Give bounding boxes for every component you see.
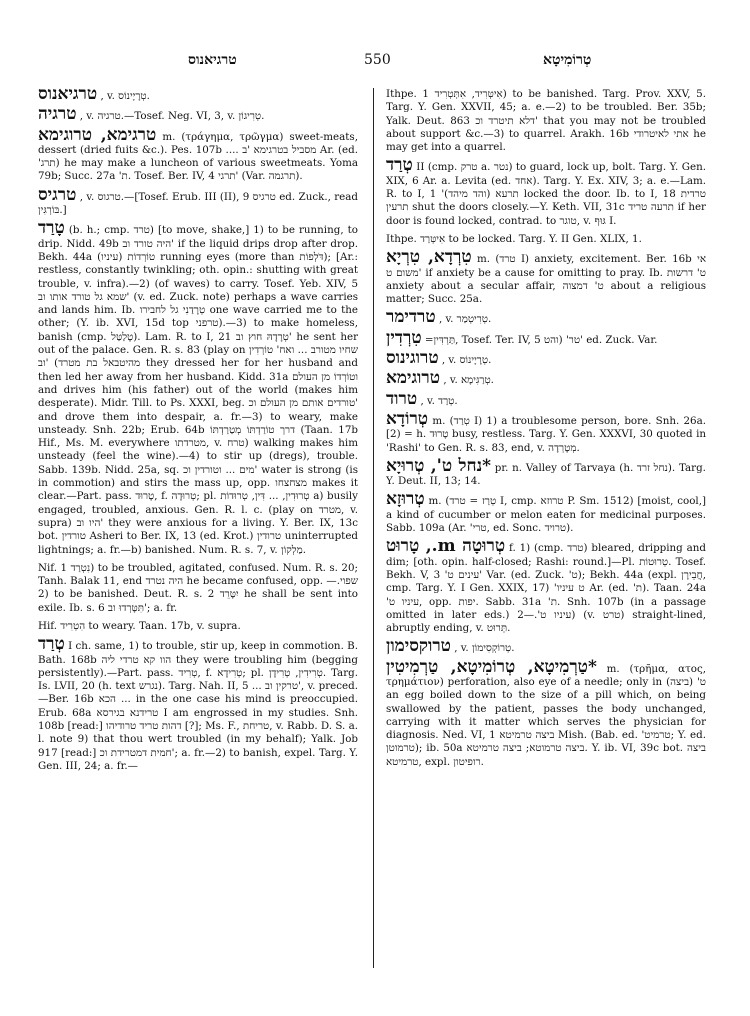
entry-text: , v. טרגיה.—Tosef. Neg. VI, 3, v. טְרִיגוֹן. bbox=[79, 110, 265, 123]
entry-text: Nif. נִטְרַד 1) to be troubled, agitated, confused. Num. R. s. 20; Tanh. Balak 11, end היה נטרד he became confused, opp. שפוי.—2) to be banished. Deut. R. s. 2 יִטָּרֵד he shall be sent into exile. Ib. s. 6 תִּטָּרְדוּ וב'; a. fr. bbox=[38, 561, 358, 614]
dictionary-entry bbox=[386, 348, 706, 369]
entry-headword: טרוגינוס bbox=[386, 348, 439, 369]
entry-headword: טרוקסימון bbox=[386, 636, 451, 657]
entry-text: , v. טְרוֹקְסִימוֹן. bbox=[454, 642, 515, 655]
entry-headword: טְרוּטָה m., טָרוּט bbox=[386, 536, 506, 557]
entry-text: I ch. same, 1) to trouble, stir up, keep in commotion. B. Bath. 168b הוו קא טרדי ליה they were troubling him (begging persistently).—Part. pass. טְרִיד, f. טְרִידָא; pl. טְרִידִין, טְרִידָן. Targ. Is. LVII, 20 (h. text נגרש). Targ. Nah. II, 5 ... טרקין וב', v. preced.—Ber. 16b הכא ... in the one case his mind is preoccupied. Erub. 68a טרידנא בגירסא I am engrossed in my studies. Snh. 108b [read:] דהות טריד טרודיהו [?]; Ms. F., טריחת, v. Rabb. D. S. a. l. note 9) that thou wert troubled (in my behalf); Yalk. Job 917 [read:] חמית דמטרידת וכ'; a. fr.—2) to banish, expel. Targ. Y. Gen. III, 24; a. fr.— bbox=[38, 640, 358, 772]
entry-text: m. (טְרַד I) 1) a troublesome person, bore. Snh. 26a. [2) = h. טָרוּד busy, restless. Targ. Y. Gen. XXXVI, 30 quoted in 'Rashi' to Gen. R. s. 83, end, v. מְטָרְדָה. bbox=[386, 414, 706, 454]
dictionary-entry bbox=[38, 124, 358, 184]
dictionary-entry bbox=[38, 634, 358, 773]
entry-headword: טְרַד bbox=[386, 155, 413, 176]
page-header bbox=[38, 52, 718, 74]
dictionary-entry bbox=[38, 562, 358, 615]
column-divider bbox=[373, 88, 374, 968]
entry-headword: טָרַד bbox=[38, 218, 65, 239]
entry-text: Hif. הִטְרִיד to weary. Taan. 17b, v. supra. bbox=[38, 619, 241, 632]
entry-headword: טרגיס bbox=[38, 184, 77, 205]
entry-headword: טרוגימא bbox=[386, 368, 441, 389]
dictionary-entry bbox=[386, 408, 706, 455]
entry-headword: טרגימא, טרוגימא bbox=[38, 124, 157, 145]
dictionary-entry bbox=[38, 88, 358, 103]
entry-text: pr. n. Valley of Tarvaya (h. נחל זרד). Targ. Y. Deut. II, 13; 14. bbox=[386, 461, 706, 488]
dictionary-entry bbox=[386, 489, 706, 535]
dictionary-entry bbox=[386, 307, 706, 328]
entry-text: m. (τράγημα, τρῶγμα) sweet-meats, dessert (dried fuits &c.). Pes. 107b .... מסביל בטרגימא 'ב Ar. (ed. 'תרג) he may make a luncheon of various sweetmeats. Yoma 79b; Succ. 27a 'ת. Tosef. Ber. IV, 4 תרגי' (Var. תרגמה). bbox=[38, 130, 358, 183]
dictionary-entry bbox=[386, 455, 706, 489]
dictionary-entry bbox=[386, 247, 706, 306]
entry-text: , v. טְרָיָינוֹס. bbox=[100, 90, 150, 102]
entry-headword: *טַרְמִיטָא, טְרוֹמִיטָא, טַרְמִיטִין bbox=[386, 656, 597, 677]
dictionary-entry bbox=[38, 620, 358, 633]
entry-text: m. (טְרַז = טרד I, cmp. טרוזא P. Sm. 1512) [moist, cool,] a kind of cucumber or melon eaten for medicinal purposes. Sabb. 109a (Ar. 'טרי, ed. Sonc. טרויד). bbox=[386, 495, 706, 535]
entry-text: (b. h.; cmp. טרד) [to move, shake,] 1) to be running, to drip. Nidd. 49b היה טורד וב' if the liquid drips drop after drop. Bekh. 44a טוֹרְדוֹת (עיניו) running eyes (more than דֹּלְפוֹת); [Ar.: restless, constantly twinkling; oth. opin.: shutting with great trouble, v. infra).—2) (of waves) to carry. Tosef. Yeb. XIV, 5 שמא גל טורד אותו וב' (v. ed. Zuck. note) perhaps a wave carries and lands him. Ib. טְרָדַנִי גל לחבירו one wave carried me to the other; (Y. ib. XVI, 15d top טרפני).—3) to make homeless, banish (cmp. טָלַטַּל). Lam. R. to I, 21 טְרָדָהּ חוץ וב' he sent her out of the palace. Gen. R. s. 83 (play on שחיו מטורב ... ואח' טוֹרְדִין וב' (מהיטבאל בת מטרד they dressed her for her husband and then led her away from her husband. Kidd. 31a וטוֹרְדוֹ מן העולם and drives him (his father) out of the world (makes him desperate). Midr. Till. to Ps. XXXI, beg. טורדים אותם מן העולם וכ' and drove them into despair, a. fr.—3) to weary, make unsteady. Snh. 22b; Erub. 64b דרך טוֹרַדְתּוֹ מְטַרַדְתּוֹ (Taan. 17b Hif., Ms. M. everywhere מטרדתו, v. טרח) walking makes him unsteady (feel the wine).—4) to stir up (dregs), trouble. Sabb. 139b. Nidd. 25a, sq. מים ... וטורדין וכ' water is strong (is in commotion) and stirs the mass up, opp. מצחצחו makes it clear.—Part. pass. טָרוּד, f. טְרוּדָה; pl. טְרוּדִין, ... דִּין, טְרוּדוֹת a) busily engaged, troubled, anxious. Gen. R. l. c. (play on מטרד, v. supra) היו וב' they were anxious for a living. Y. Ber. IX, 13c bot. טורדין Asheri to Ber. IX, 13 (ed. Krot.) טרודין uninterrupted lightnings; a. fr.—b) banished. Num. R. s. 7, v. מַלְקוֹן. bbox=[38, 224, 358, 556]
dictionary-entry bbox=[386, 368, 706, 389]
entry-headword: טרדימר bbox=[386, 307, 436, 328]
entry-text: Ithpe. אִיטְּרִיד, אִתְּטְרִיד 1) to be banished. Targ. Prov. XXV, 5. Targ. Y. Gen. XXVII, 45; a. e.—2) to be troubled. Ber. 35b; Yalk. Deut. 863 דלא תיטרד וכ' that you may not be troubled about support &c.—3) to quarrel. Arakh. 16b אתי לאיטרודי he may get into a quarrel. bbox=[386, 88, 706, 154]
entry-headword: טרוד bbox=[386, 388, 418, 409]
entry-text: =תַּרְדִּין, Tosef. Ter. IV, 5 טר' (והט' ed. Zuck. Var. bbox=[424, 333, 658, 346]
left-column bbox=[38, 88, 358, 998]
right-column bbox=[386, 88, 706, 998]
dictionary-entry bbox=[386, 233, 706, 246]
right-running-head: טְרוֹמִיטָא bbox=[543, 52, 592, 68]
entry-headword: טִרְדָא, טִרְיָא bbox=[386, 247, 472, 268]
entry-headword: טְרַד bbox=[38, 634, 65, 655]
dictionary-entry bbox=[386, 636, 706, 657]
dictionary-entry bbox=[38, 104, 358, 125]
page-number: 550 bbox=[364, 52, 391, 68]
entry-text: II (cmp. טרק a. נטר) to guard, lock up, bolt. Targ. Y. Gen. XIX, 6 Ar. a. Levita (ed. אחד). Targ. Y. Ex. XIV, 3; a. e.—Lam. R. to I, 1 'תרעא (והד מיהד) locked the door. Ib. to I, 18 טרדית תרעין shut the doors closely.—Y. Keth. VII, 31c תרעה טריד if her door is found locked, contrad. to טוגר, v. גּוּף I. bbox=[386, 161, 706, 227]
entry-text: , v. טְרִיטְמַר. bbox=[438, 313, 492, 326]
dictionary-entry bbox=[386, 656, 706, 769]
entry-headword: טרגיה bbox=[38, 104, 77, 125]
entry-text: , v. טרגוס.—[Tosef. Erub. III (II), 9 טרגיס ed. Zuck., read בּוֹרְגִּין.] bbox=[38, 190, 358, 217]
entry-text: , v. טְרָיָינוֹס. bbox=[441, 354, 492, 367]
dictionary-entry bbox=[386, 327, 706, 348]
entry-text: , v. טְרַד. bbox=[420, 394, 458, 407]
entry-headword: טִרְדִין bbox=[386, 327, 422, 348]
entry-headword: טְרוּזָא bbox=[386, 489, 425, 510]
entry-text: m. (τρῆμα, ατος, τρημάτιον) perforation, also eye of a needle; only in ט' (ביצה) an egg boiled down to the size of a pill which, on being swallowed by the patient, passes the body unchanged, carrying with it matter which serves the physician for diagnosis. Ned. VI, 1 ביצה טרמיטא Mish. (Bab. ed. 'טרמיט; Y. ed. טרמוטן); ib. 50a ביצה טרמוטא; ביצה טרמיטא. Y. ib. VI, 39c bot. ביצה טרמיטא, expl. רופיטון. bbox=[386, 662, 706, 768]
dictionary-entry bbox=[38, 218, 358, 556]
dictionary-entry bbox=[386, 536, 706, 635]
entry-text: Ithpe. אִיטְּרַד to be locked. Targ. Y. II Gen. XLIX, 1. bbox=[386, 232, 642, 245]
entry-headword: טרגיאנוס bbox=[38, 88, 98, 104]
entry-text: m. (טרד I) anxiety, excitement. Ber. 16b אי משום ט' if anxiety be a cause for omitting to pray. Ib. ט' דרשות anxiety about a secular affair, ט' דמצוה about a religious matter; Succ. 25a. bbox=[386, 253, 706, 306]
dictionary-entry bbox=[38, 184, 358, 218]
entry-headword: *נחל ט', טְרוּיָא bbox=[386, 455, 491, 476]
entry-headword: טְרוֹדָא bbox=[386, 408, 429, 429]
dictionary-entry bbox=[386, 88, 706, 154]
dictionary-entry bbox=[386, 388, 706, 409]
dictionary-entry bbox=[386, 155, 706, 227]
entry-text: f. 1) (cmp. טרד) bleared, dripping and dim; [oth. opin. half-closed; Rashi: round.]—Pl. טְרוּטוֹת. Tosef. Bekh. V, 3 'עינים ט' Var. (ed. Zuck. 'ט); Bekh. 44a (expl. חֲבֵירָן, cmp. Targ. Y. I Gen. XXIX, 17) 'ט עיניו Ar. (ed. 'ת). Taan. 24a 'עיניו ט, opp. יפות. Sabb. 31a 'ת. Snh. 107b (in a passage omitted in later eds.) עיניו ט'.—2) (v. טרט) straight-lined, abruptly ending, v. תְּרוּט. bbox=[386, 542, 706, 635]
left-running-head: טרגיאנוס bbox=[188, 52, 237, 68]
entry-text: , v. טְרַגִּימָא. bbox=[443, 374, 494, 387]
